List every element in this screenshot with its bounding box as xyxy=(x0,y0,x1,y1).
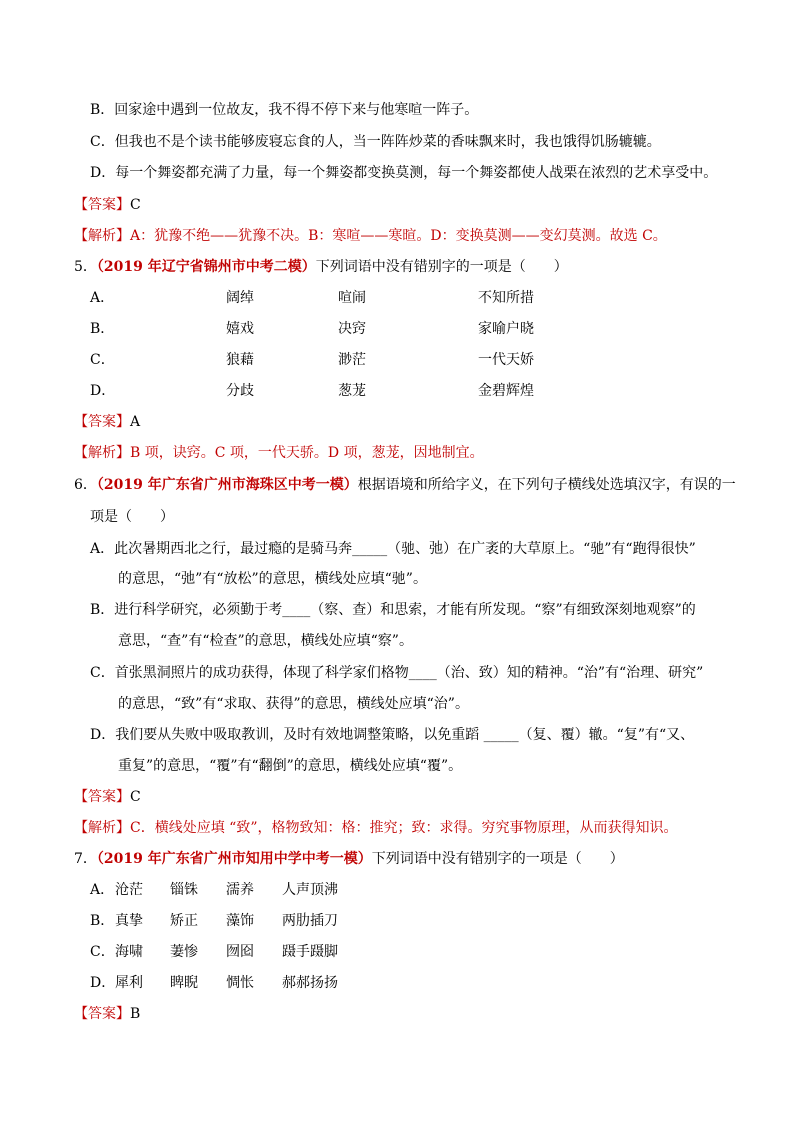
option-label: B． xyxy=(90,913,115,929)
question-text: 根据语境和所给字义，在下列句子横线处选填汉字，有误的一 xyxy=(357,477,736,493)
q6-option-d: D．我们要从失败中吸取教训，及时有效地调整策略，以免重蹈 _____（复、覆）辙。“复”有“又、 xyxy=(90,727,695,743)
option-word: 渺茫 xyxy=(338,352,366,368)
option-label: D． xyxy=(90,383,116,399)
option-word: 金碧辉煌 xyxy=(478,383,534,399)
q6-option-a-cont: 的意思，“弛”有“放松”的意思，横线处应填“驰”。 xyxy=(118,571,427,587)
q6-option-c-cont: 的意思，“致”有“求取、获得”的意思，横线处应填“治”。 xyxy=(118,696,469,712)
question-number: 6． xyxy=(74,477,97,493)
option-word: 藻饰 xyxy=(226,913,254,929)
analysis-text: C．横线处应填 “致”，格物致知：格：推究；致：求得。穷究事物原理，从而获得知识。 xyxy=(130,820,678,836)
q4-option-b: B．回家途中遇到一位故友，我不得不停下来与他寒喧一阵子。 xyxy=(90,102,479,118)
option-word: 惆怅 xyxy=(226,975,254,991)
analysis-tag: 【解析】 xyxy=(74,820,130,836)
answer-tag: 【答案】 xyxy=(74,414,130,430)
q5-analysis xyxy=(74,443,484,463)
option-word: 囫囵 xyxy=(226,944,254,960)
q6-stem xyxy=(74,475,736,495)
option-word: 决窍 xyxy=(338,321,366,337)
question-text: 下列词语中没有错别字的一项是（ ） xyxy=(315,259,568,275)
option-word: 喧闹 xyxy=(338,290,366,306)
q6-option-b-cont: 意思，“查”有“检查”的意思，横线处应填“察”。 xyxy=(118,633,413,649)
q5-stem xyxy=(74,257,568,277)
option-label: D． xyxy=(90,975,116,991)
option-word: 阔绰 xyxy=(226,290,254,306)
question-source: （2019 年广东省广州市海珠区中考一模） xyxy=(96,477,358,493)
question-text: 下列词语中没有错别字的一项是（ ） xyxy=(371,851,624,867)
analysis-tag: 【解析】 xyxy=(74,445,130,461)
option-word: 嬉戏 xyxy=(226,321,254,337)
q6-option-c: C．首张黑洞照片的成功获得，体现了科学家们格物____（治、致）知的精神。“治”有“治理、研究” xyxy=(90,665,704,681)
q6-analysis xyxy=(74,818,677,838)
option-word: 一代天娇 xyxy=(478,352,534,368)
option-label: C． xyxy=(90,944,115,960)
question-number: 7． xyxy=(74,851,97,867)
q5-answer xyxy=(74,412,140,432)
analysis-text: A：犹豫不绝——犹豫不决。B：寒喧——寒暄。D：变换莫测——变幻莫测。故选 C。 xyxy=(130,228,667,244)
option-word: 萋惨 xyxy=(170,944,198,960)
q6-answer xyxy=(74,787,141,807)
option-word: 矫正 xyxy=(170,913,198,929)
question-source: （2019 年辽宁省锦州市中考二模） xyxy=(96,259,316,275)
q4-option-c: C．但我也不是个读书能够废寝忘食的人，当一阵阵炒菜的香味飘来时，我也饿得饥肠辘辘。 xyxy=(90,134,661,150)
option-word: 人声顶沸 xyxy=(282,882,338,898)
option-word: 狼藉 xyxy=(226,352,254,368)
option-word: 睥睨 xyxy=(170,975,198,991)
answer-tag: 【答案】 xyxy=(74,197,130,213)
option-word: 濡养 xyxy=(226,882,254,898)
option-word: 两肋插刀 xyxy=(282,913,338,929)
option-word: 真挚 xyxy=(115,913,143,929)
option-word: 锱铢 xyxy=(170,882,198,898)
q6-option-a: A．此次暑期西北之行，最过瘾的是骑马奔_____（驰、弛）在广袤的大草原上。“驰”有“跑得很快” xyxy=(90,541,696,557)
option-word: 分歧 xyxy=(226,383,254,399)
answer-tag: 【答案】 xyxy=(74,1006,130,1022)
analysis-tag: 【解析】 xyxy=(74,228,130,244)
analysis-text: B 项，诀窍。C 项，一代天骄。D 项，葱茏，因地制宜。 xyxy=(130,445,484,461)
q7-stem xyxy=(74,849,624,869)
option-word: 家喻户晓 xyxy=(478,321,534,337)
option-word: 蹑手蹑脚 xyxy=(282,944,338,960)
option-word: 犀利 xyxy=(115,975,143,991)
q4-analysis xyxy=(74,226,667,246)
option-word: 葱茏 xyxy=(338,383,366,399)
q7-answer xyxy=(74,1004,140,1024)
option-word: 沧茫 xyxy=(115,882,143,898)
q6-option-d-cont: 重复”的意思，“覆”有“翻倒”的意思，横线处应填“覆”。 xyxy=(118,758,463,774)
answer-value: B xyxy=(130,1006,141,1022)
option-word: 海啸 xyxy=(115,944,143,960)
q6-stem-continued: 项是（ ） xyxy=(90,509,174,525)
option-label: B． xyxy=(90,321,115,337)
option-label: A． xyxy=(90,290,115,306)
option-word: 不知所措 xyxy=(478,290,534,306)
option-label: C． xyxy=(90,352,115,368)
option-label: A． xyxy=(90,882,115,898)
answer-value: C xyxy=(130,789,141,805)
q4-answer xyxy=(74,195,141,215)
q4-option-d: D．每一个舞姿都充满了力量，每一个舞姿都变换莫测，每一个舞姿都使人战栗在浓烈的艺术享受中。 xyxy=(90,165,718,181)
option-word: 郝郝扬扬 xyxy=(282,975,338,991)
question-source: （2019 年广东省广州市知用中学中考一模） xyxy=(96,851,372,867)
answer-value: A xyxy=(130,414,141,430)
answer-value: C xyxy=(130,197,141,213)
answer-tag: 【答案】 xyxy=(74,789,130,805)
q6-option-b: B．进行科学研究，必须勤于考____（察、查）和思索，才能有所发现。“察”有细致深刻地观察”的 xyxy=(90,602,696,618)
question-number: 5． xyxy=(74,259,97,275)
